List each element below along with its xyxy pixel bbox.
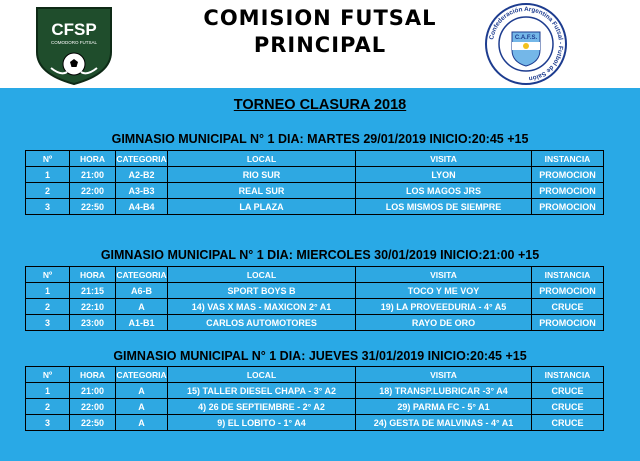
tournament-title: TORNEO CLASURA 2018 (233, 97, 407, 113)
column-header: VISITA (356, 367, 532, 383)
right-logo-text: C.A.F.S. (514, 35, 538, 41)
home-team: 9) EL LOBITO - 1° A4 (168, 415, 356, 431)
match-number: 2 (26, 299, 70, 315)
column-header: CATEGORIA (116, 367, 168, 383)
match-number: 3 (26, 315, 70, 331)
column-header: LOCAL (168, 367, 356, 383)
fixture-table (25, 266, 604, 331)
home-team: 14) VAS X MAS - MAXICON 2° A1 (168, 299, 356, 315)
table-row (26, 399, 604, 415)
match-stage: PROMOCION (532, 283, 604, 299)
match-category: A (116, 383, 168, 399)
home-team: RIO SUR (168, 167, 356, 183)
page-title-line-2: PRINCIPAL (253, 33, 387, 57)
home-team: 4) 26 DE SEPTIEMBRE - 2° A2 (168, 399, 356, 415)
away-team: LYON (356, 167, 532, 183)
section-title: GIMNASIO MUNICIPAL N° 1 DIA: JUEVES 31/01/2019 INICIO:20:45 +15 (113, 349, 527, 363)
home-team: 15) TALLER DIESEL CHAPA - 3° A2 (168, 383, 356, 399)
match-number: 1 (26, 383, 70, 399)
match-time: 22:50 (70, 199, 116, 215)
away-team: 24) GESTA DE MALVINAS - 4° A1 (356, 415, 532, 431)
column-header: INSTANCIA (532, 367, 604, 383)
match-category: A1-B1 (116, 315, 168, 331)
right-logo-ring-text: Confederación Argentina Futsal - Futbol de Salón (488, 5, 565, 82)
match-category: A (116, 415, 168, 431)
left-logo-text: CFSP (51, 20, 97, 39)
column-header: VISITA (356, 267, 532, 283)
fixture-table (25, 150, 604, 215)
column-header: CATEGORIA (116, 151, 168, 167)
home-team: REAL SUR (168, 183, 356, 199)
away-team: RAYO DE ORO (356, 315, 532, 331)
section-title: GIMNASIO MUNICIPAL N° 1 DIA: MIERCOLES 30/01/2019 INICIO:21:00 +15 (100, 248, 540, 262)
column-header: Nº (26, 151, 70, 167)
match-category: A (116, 399, 168, 415)
match-number: 3 (26, 199, 70, 215)
home-team: LA PLAZA (168, 199, 356, 215)
column-header: CATEGORIA (116, 267, 168, 283)
match-category: A4-B4 (116, 199, 168, 215)
match-time: 21:00 (70, 167, 116, 183)
match-time: 22:00 (70, 183, 116, 199)
match-number: 3 (26, 415, 70, 431)
match-number: 1 (26, 283, 70, 299)
match-stage: PROMOCION (532, 199, 604, 215)
section-title: GIMNASIO MUNICIPAL N° 1 DIA: MARTES 29/01/2019 INICIO:20:45 +15 (111, 132, 529, 146)
table-row (26, 415, 604, 431)
match-category: A (116, 299, 168, 315)
away-team: 18) TRANSP.LUBRICAR -3° A4 (356, 383, 532, 399)
column-header: HORA (70, 151, 116, 167)
match-number: 1 (26, 167, 70, 183)
match-stage: CRUCE (532, 383, 604, 399)
match-stage: PROMOCION (532, 183, 604, 199)
home-team: SPORT BOYS B (168, 283, 356, 299)
match-category: A2-B2 (116, 167, 168, 183)
column-header: HORA (70, 267, 116, 283)
table-row (26, 199, 604, 215)
match-stage: PROMOCION (532, 167, 604, 183)
away-team: 19) LA PROVEEDURIA - 4° A5 (356, 299, 532, 315)
match-time: 21:15 (70, 283, 116, 299)
fixture-table (25, 366, 604, 431)
table-row (26, 283, 604, 299)
column-header: HORA (70, 367, 116, 383)
match-time: 23:00 (70, 315, 116, 331)
column-header: Nº (26, 367, 70, 383)
left-logo-subtext: COMODORO FUTSAL (50, 40, 98, 45)
column-header: VISITA (356, 151, 532, 167)
away-team: LOS MISMOS DE SIEMPRE (356, 199, 532, 215)
table-header-row (26, 267, 604, 283)
match-number: 2 (26, 183, 70, 199)
column-header: INSTANCIA (532, 151, 604, 167)
match-time: 21:00 (70, 383, 116, 399)
cfsp-shield-logo (31, 4, 117, 86)
sun-icon (523, 43, 529, 49)
match-category: A3-B3 (116, 183, 168, 199)
match-time: 22:10 (70, 299, 116, 315)
table-row (26, 383, 604, 399)
match-stage: CRUCE (532, 299, 604, 315)
table-header-row (26, 367, 604, 383)
cafs-emblem-logo (484, 2, 568, 86)
table-row (26, 183, 604, 199)
away-team: LOS MAGOS JRS (356, 183, 532, 199)
column-header: LOCAL (168, 267, 356, 283)
match-stage: CRUCE (532, 399, 604, 415)
match-number: 2 (26, 399, 70, 415)
match-time: 22:00 (70, 399, 116, 415)
header (0, 0, 640, 88)
table-header-row (26, 151, 604, 167)
away-team: 29) PARMA FC - 5° A1 (356, 399, 532, 415)
column-header: LOCAL (168, 151, 356, 167)
column-header: INSTANCIA (532, 267, 604, 283)
column-header: Nº (26, 267, 70, 283)
match-category: A6-B (116, 283, 168, 299)
away-team: TOCO Y ME VOY (356, 283, 532, 299)
table-row (26, 167, 604, 183)
match-time: 22:50 (70, 415, 116, 431)
home-team: CARLOS AUTOMOTORES (168, 315, 356, 331)
match-stage: CRUCE (532, 415, 604, 431)
match-stage: PROMOCION (532, 315, 604, 331)
page-title-line-1: COMISION FUTSAL (203, 6, 437, 30)
table-row (26, 315, 604, 331)
table-row (26, 299, 604, 315)
